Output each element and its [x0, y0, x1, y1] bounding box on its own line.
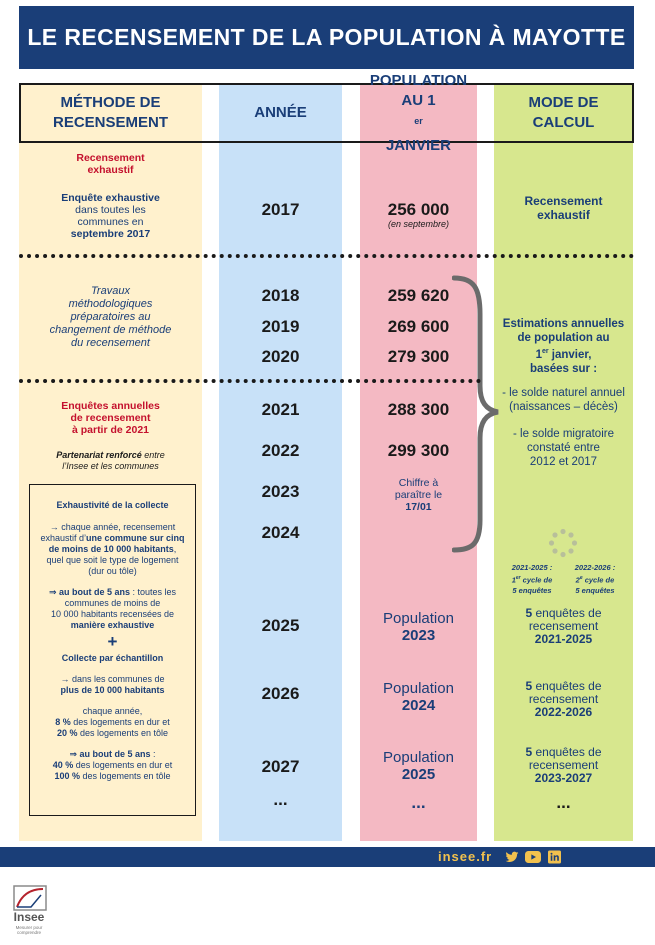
recensement-exhaustif-label: Recensement exhaustif: [76, 152, 145, 176]
header-mode: MODE DE CALCUL: [528, 94, 599, 131]
year-2024: 2024: [261, 523, 300, 542]
population-2017-note: (en septembre): [387, 219, 450, 229]
footer-site-link[interactable]: insee.fr: [438, 849, 493, 864]
ellipsis-population: ...: [411, 793, 426, 812]
enquetes-annuelles-label: Enquêtes annuelles de recensement à partir de 2021: [61, 400, 160, 436]
population-2025-label: Population 2025: [383, 749, 454, 783]
enquetes-2023-2027: 5 enquêtes de recensement 2023-2027: [525, 745, 602, 785]
population-2020: 279 300: [387, 347, 450, 366]
population-2022: 299 300: [387, 441, 450, 460]
solde-naturel-text: - le solde naturel annuel (naissances – décès): [502, 387, 625, 413]
year-2018: 2018: [261, 286, 300, 305]
travaux-text: Travaux méthodologiques préparatoires au changement de méthode du recensement: [49, 285, 172, 349]
year-2027: 2027: [261, 757, 300, 776]
exhaustivite-content: Exhaustivité de la collecte → chaque année, recensement exhaustif d’une commune sur cinq de moins de 10 000 habitants, quel que soit le type de logement (dur ou tôle) ⇒ au bout de 5 ans : toutes les communes de moins de 10 000 habitants recensées de manière exhaustive + Collecte par échantillon → dans les communes de plus de 10 000 habitants chaque année, 8 % des logements en dur et 20 % des logements en tôle ⇒ au bout de 5 ans : 40 % des logements en dur et 100 % des logements en tôle: [40, 500, 185, 781]
cycle-1-text: 2021-2025 : 1er cycle de 5 enquêtes: [511, 563, 553, 595]
ellipsis-annee: ...: [273, 790, 288, 809]
separator-2017: [19, 254, 634, 258]
estimations-text: Estimations annuelles de population au 1er janvier, basées sur :: [502, 318, 625, 375]
population-2024-label: Population 2024: [383, 680, 454, 714]
year-2025: 2025: [261, 616, 300, 635]
year-2021: 2021: [261, 400, 300, 419]
enquete-exhaustive-text: Enquête exhaustive dans toutes les communes en septembre 2017: [61, 192, 160, 240]
cycle-2-text: 2022-2026 : 2e cycle de 5 enquêtes: [574, 563, 616, 595]
header-population: POPULATION AU 1 $^{er}$ JANVIER: [369, 71, 468, 154]
solde-migratoire-text: - le solde migratoire constaté entre 2012 et 2017: [513, 428, 614, 468]
twitter-icon[interactable]: [505, 850, 519, 864]
chiffre-a-paraitre: Chiffre à paraître le 17/01: [394, 477, 443, 513]
partenariat-text: Partenariat renforcé entre l’Insee et les communes: [56, 450, 165, 471]
insee-logo-text: Insee: [13, 910, 45, 924]
population-2018: 259 620: [387, 286, 450, 305]
year-2020: 2020: [261, 347, 300, 366]
header-methode: MÉTHODE DE RECENSEMENT: [52, 94, 168, 131]
insee-logo-icon: [13, 885, 47, 911]
year-2022: 2022: [261, 441, 300, 460]
enquetes-2021-2025: 5 enquêtes de recensement 2021-2025: [525, 606, 602, 646]
population-2023-label: Population 2023: [383, 610, 454, 644]
separator-2020: [19, 379, 481, 383]
enquetes-2022-2026: 5 enquêtes de recensement 2022-2026: [525, 679, 602, 719]
header-annee: ANNÉE: [254, 104, 307, 121]
population-2019: 269 600: [387, 317, 450, 336]
population-2017: 256 000: [387, 200, 450, 219]
year-2019: 2019: [261, 317, 300, 336]
year-2017: 2017: [261, 200, 300, 219]
mode-recensement-exhaustif: Recensement exhaustif: [524, 194, 603, 222]
year-2023: 2023: [261, 482, 300, 501]
page-title: LE RECENSEMENT DE LA POPULATION À MAYOTTE: [27, 24, 626, 50]
year-2026: 2026: [261, 684, 300, 703]
linkedin-icon[interactable]: [548, 850, 561, 864]
column-annee: [219, 83, 342, 841]
cycle-icon: [548, 528, 578, 558]
insee-logo-tagline: Mesurer pour comprendre: [15, 925, 43, 935]
youtube-icon[interactable]: [525, 850, 541, 864]
population-2021: 288 300: [387, 400, 450, 419]
ellipsis-mode: ...: [556, 793, 571, 812]
